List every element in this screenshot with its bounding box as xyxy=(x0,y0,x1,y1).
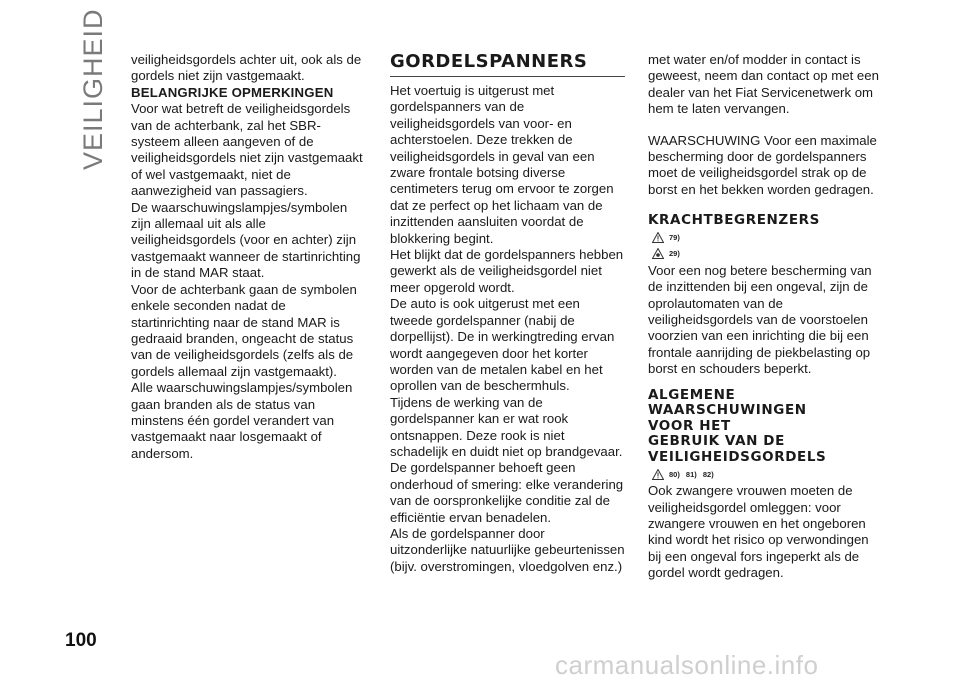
paragraph: Voor een nog betere bescherming van de inzittenden bij een ongeval, zijn de oprolautomaten van de veiligheidsgordels van de voorstoelen voorzien van een inrichting die bij een frontale aanrijding de piekbelasting op borst en schouders beperkt. xyxy=(648,262,872,377)
caution-ref-numbers: 29) xyxy=(669,249,680,259)
warning-paragraph: WAARSCHUWING Voor een maximale bescherming door de gordelspanners moet de veiligheidsgordel strak op de borst en het bekken worden gedragen. xyxy=(648,132,877,197)
paragraph: De gordelspanner behoeft geen onderhoud of smering: elke verandering van de oorspronkelijke conditie zal de efficiëntie ervan benadelen. xyxy=(390,460,624,525)
section-heading-pretensioners: GORDELSPANNERS xyxy=(390,52,625,77)
caution-hand-icon xyxy=(652,248,664,259)
section-title: VEILIGHEID xyxy=(78,8,108,170)
paragraph: De waarschuwingslampjes/symbolen zijn allemaal uit als alle veiligheidsgordels (voor en achter) zijn vastgemaakt wanneer de startinrichting in de stand MAR staat. xyxy=(131,199,361,281)
paragraph: veiligheidsgordels achter uit, ook als de gordels niet zijn vastgemaakt. xyxy=(131,52,362,84)
warning-reference xyxy=(652,467,884,481)
paragraph: Voor de achterbank gaan de symbolen enkele seconden nadat de startinrichting naar de stand MAR is gedraaid branden, ongeacht de status van de veiligheidsgordels (zelfs als de gordels allemaal zijn vastgemaakt). xyxy=(131,281,357,379)
paragraph: Als de gordelspanner door uitzonderlijke natuurlijke gebeurtenissen (bijv. overstromingen, vloedgolven enz.) xyxy=(390,525,625,574)
heading-line: GEBRUIK VAN DE xyxy=(648,433,785,450)
paragraph: Tijdens de werking van de gordelspanner kan er wat rook ontsnappen. Deze rook is niet schadelijk en duidt niet op brandgevaar. xyxy=(390,394,623,459)
paragraph: Het voertuig is uitgerust met gordelspanners van de veiligheidsgordels van voor- en achterstoelen. Deze trekken de veiligheidsgordels in geval van een zware frontale botsing diverse centimeters terug om ervoor te zorgen dat ze perfect op het lichaam van de inzittenden aansluiten voordat de blokkering begint. xyxy=(390,83,614,246)
heading-line: VOOR HET xyxy=(648,417,731,434)
paragraph: Ook zwangere vrouwen moeten de veiligheidsgordel omleggen: voor zwangere vrouwen en het ongeboren kind wordt het risico op verwondingen bij een ongeval fors ingeperkt als de gordel wordt gedragen. xyxy=(648,483,869,581)
paragraph: Alle waarschuwingslampjes/symbolen gaan branden als de status van minstens één gordel verandert van vastgemaakt naar losgemaakt of andersom. xyxy=(131,380,353,461)
section-heading-general-warnings xyxy=(648,388,884,466)
paragraph: Het blijkt dat de gordelspanners hebben gewerkt als de veiligheidsgordel niet meer opgerold wordt. xyxy=(390,247,624,295)
column-left xyxy=(131,52,367,462)
column-right xyxy=(648,52,884,582)
subheading-important-notes: BELANGRIJKE OPMERKINGEN xyxy=(131,84,334,100)
caution-reference xyxy=(652,247,884,261)
heading-line: ALGEMENE xyxy=(648,386,736,403)
warning-ref-numbers: 79) xyxy=(669,233,680,243)
column-middle xyxy=(390,52,625,575)
warning-triangle-icon xyxy=(652,469,664,480)
section-heading-load-limiters: KRACHTBEGRENZERS xyxy=(648,212,820,229)
warning-reference xyxy=(652,231,884,245)
section-side-tab xyxy=(78,8,108,170)
watermark-footer: carmanualsonline.info xyxy=(555,650,819,680)
page-number: 100 xyxy=(65,630,97,651)
paragraph: De auto is ook uitgerust met een tweede gordelspanner (nabij de dorpellijst). De in werkingtreding ervan wordt aangegeven door het korter worden van de metalen kabel en het oprollen van de beschermhuls. xyxy=(390,296,615,394)
heading-line: WAARSCHUWINGEN xyxy=(648,402,807,419)
warning-triangle-icon xyxy=(652,232,664,243)
paragraph: met water en/of modder in contact is geweest, neem dan contact op met een dealer van het Fiat Servicenetwerk om hem te laten vervangen. xyxy=(648,52,879,117)
heading-line: VEILIGHEIDSGORDELS xyxy=(648,448,827,465)
warning-ref-numbers: 80) 81) 82) xyxy=(669,469,714,479)
paragraph: Voor wat betreft de veiligheidsgordels van de achterbank, zal het SBR-systeem alleen aangeven of de veiligheidsgordels niet zijn vastgemaakt of wel vastgemaakt, niet de aanwezigheid van passagiers. xyxy=(131,101,363,199)
